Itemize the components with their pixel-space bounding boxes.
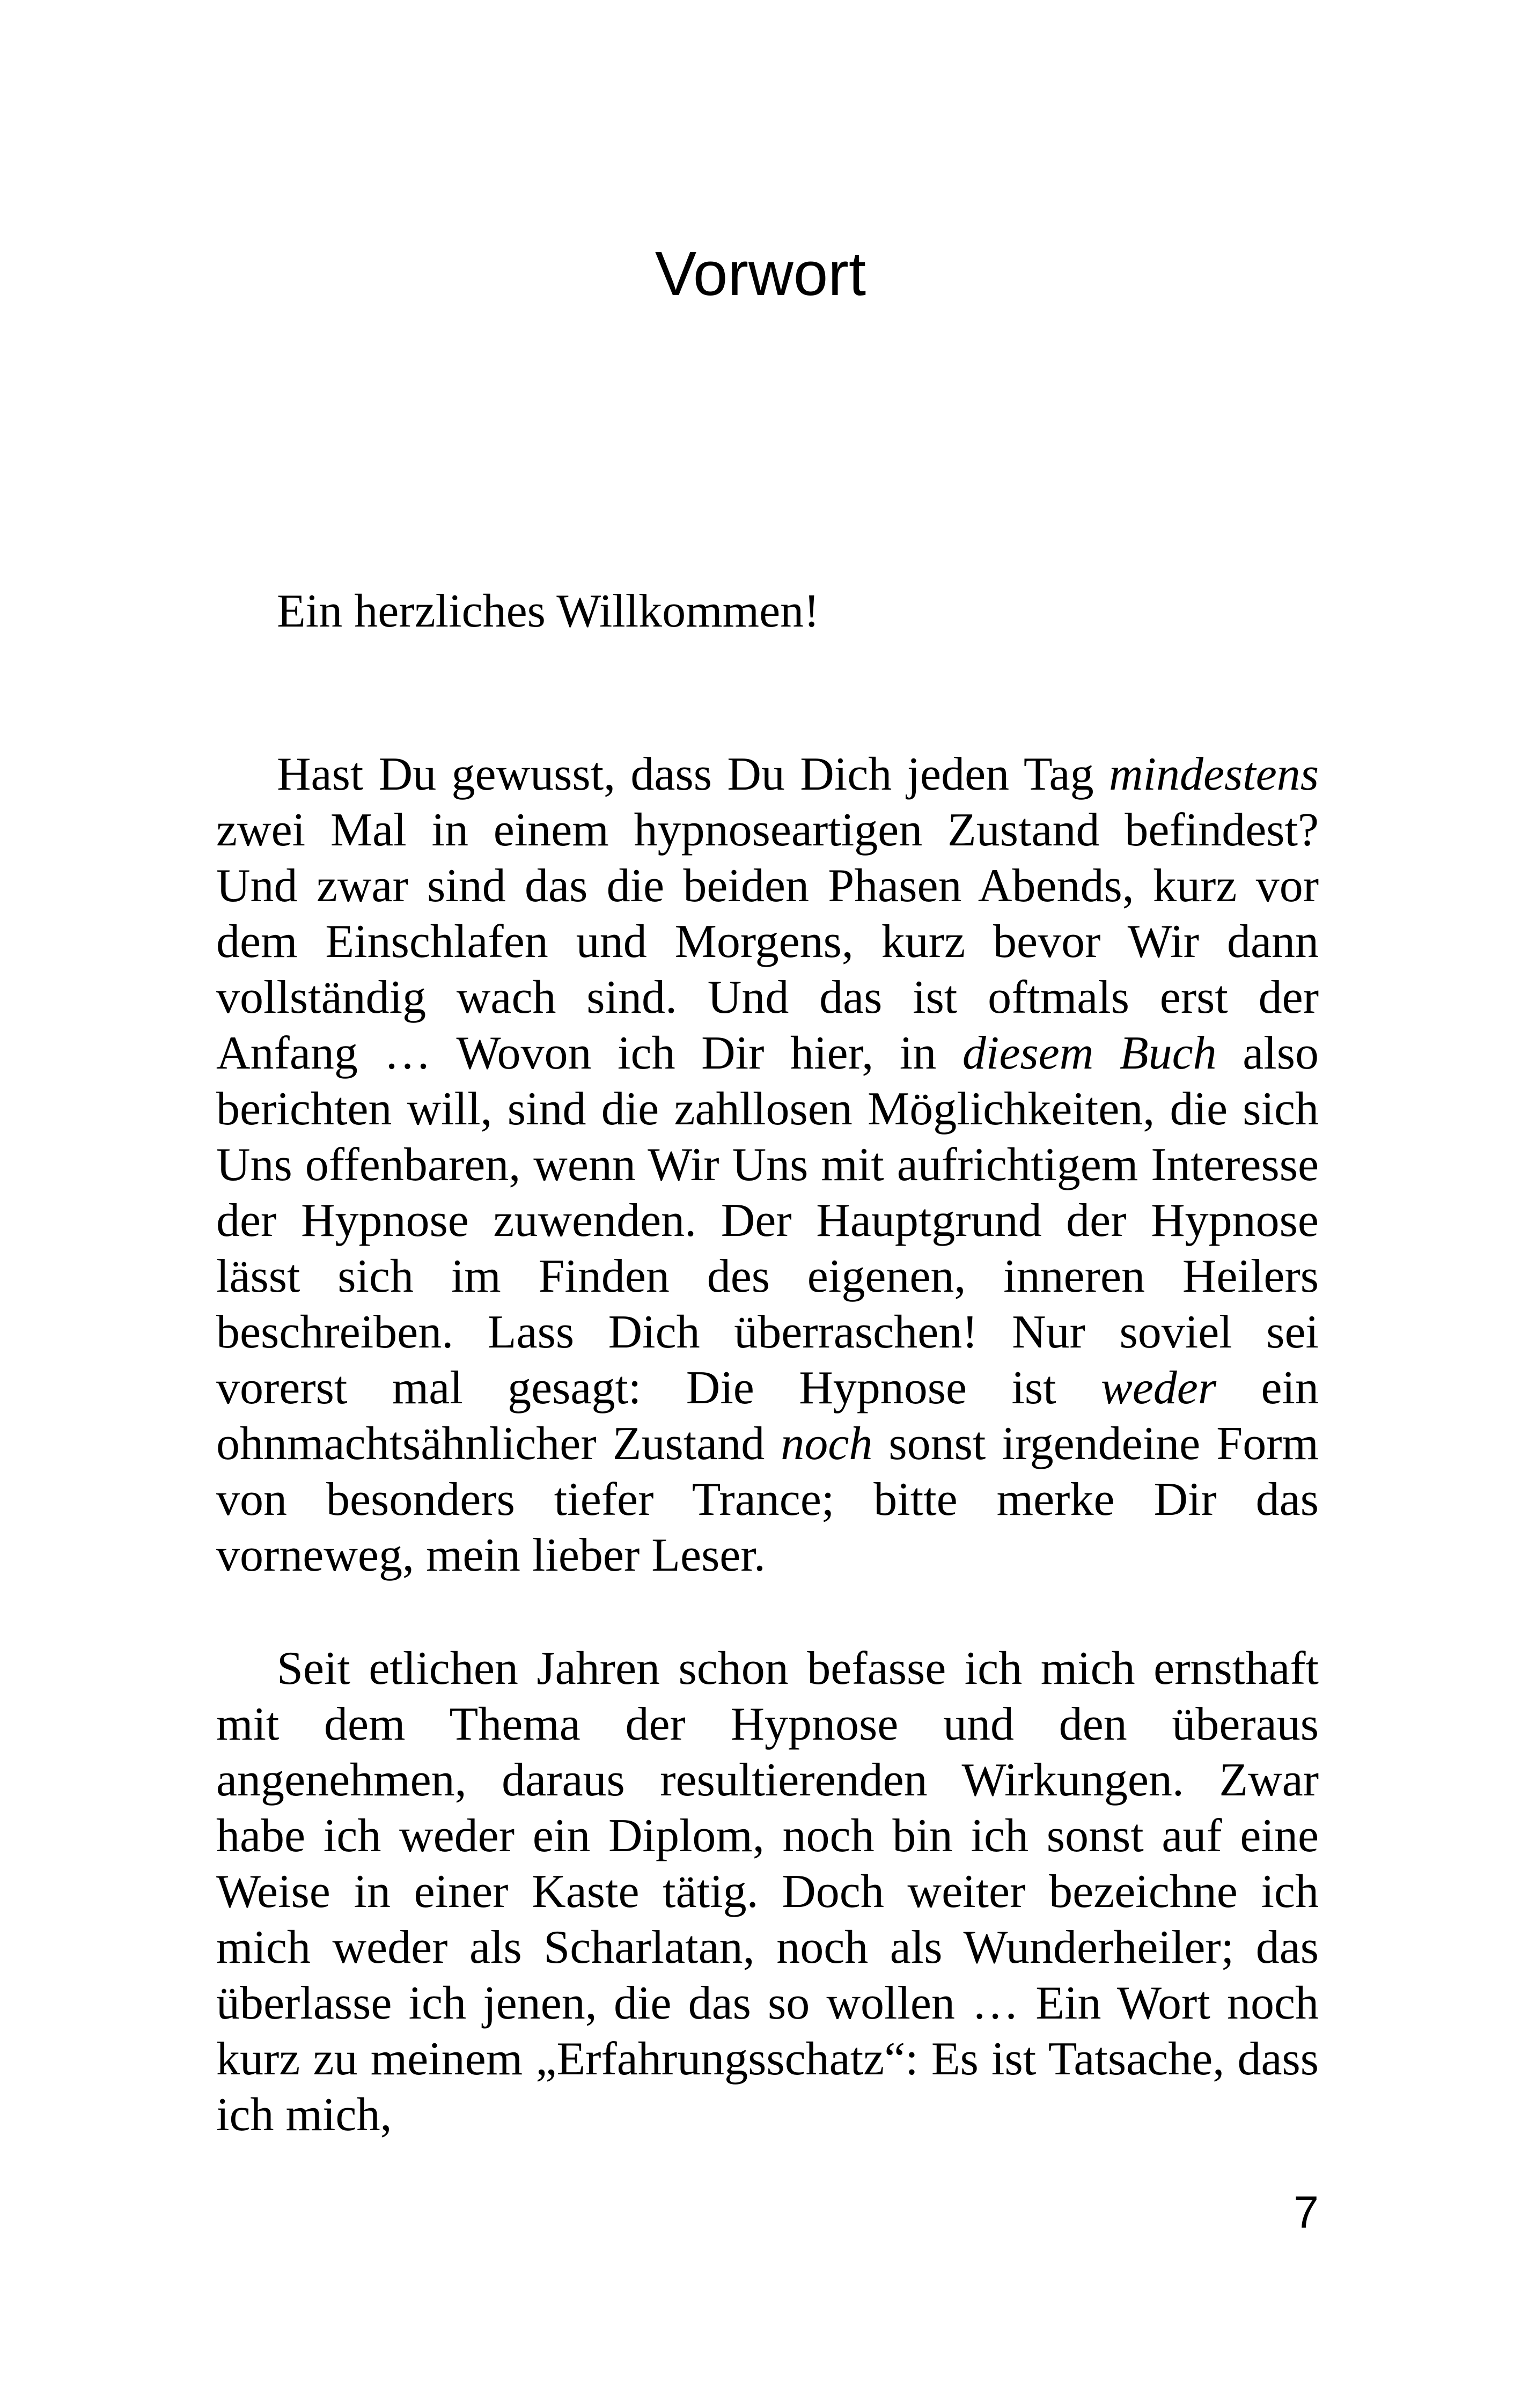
paragraph-text: sonst irgendeine Form von besonders tiefer Trance; bitte merke Dir das vorneweg, mein lieber Leser.	[216, 1418, 1319, 1581]
paragraph-text: ein ohnmachtsähnlicher Zustand	[216, 1362, 1319, 1470]
emphasis-text: weder	[1101, 1362, 1217, 1414]
body-paragraph-1	[216, 747, 1319, 1584]
paragraph-text: Hast Du gewusst, dass Du Dich jeden Tag	[277, 748, 1109, 800]
emphasis-text: mindestens	[1108, 748, 1319, 800]
greeting-paragraph: Ein herzliches Willkommen!	[277, 585, 820, 637]
paragraph-text: zwei Mal in einem hypnoseartigen Zustand befindest? Und zwar sind das die beiden Phasen Abends, kurz vor dem Einschlafen und Morgens, kurz bevor Wir dann vollständig wach sind. Und das ist oftmals erst der Anfang … Wovon ich Dir hier, in	[216, 804, 1319, 1079]
body-paragraph-2: Seit etlichen Jahren schon befasse ich mich ernsthaft mit dem Thema der Hypnose und den überaus angenehmen, daraus resultierenden Wirkungen. Zwar habe ich weder ein Diplom, noch bin ich sonst auf eine Weise in einer Kaste tätig. Doch weiter bezeichne ich mich weder als Scharlatan, noch als Wunderheiler; das überlasse ich jenen, die das so wollen … Ein Wort noch kurz zu meinem „Erfahrungsschatz“: Es ist Tatsache, dass ich mich,	[216, 1643, 1319, 2141]
page-number: 7	[1294, 2187, 1319, 2237]
paragraph-text: also berichten will, sind die zahllosen Möglichkeiten, die sich Uns offenbaren, wenn Wir Uns mit aufrichtigem Interesse der Hypnose zuwenden. Der Hauptgrund der Hypnose lässt sich im Finden des eigenen, inneren Heilers beschreiben. Lass Dich überraschen! Nur soviel sei vorerst mal gesagt: Die Hypnose ist	[216, 1027, 1319, 1414]
chapter-title: Vorwort	[655, 239, 866, 308]
emphasis-text: diesem Buch	[962, 1027, 1217, 1079]
emphasis-text: noch	[781, 1418, 873, 1470]
